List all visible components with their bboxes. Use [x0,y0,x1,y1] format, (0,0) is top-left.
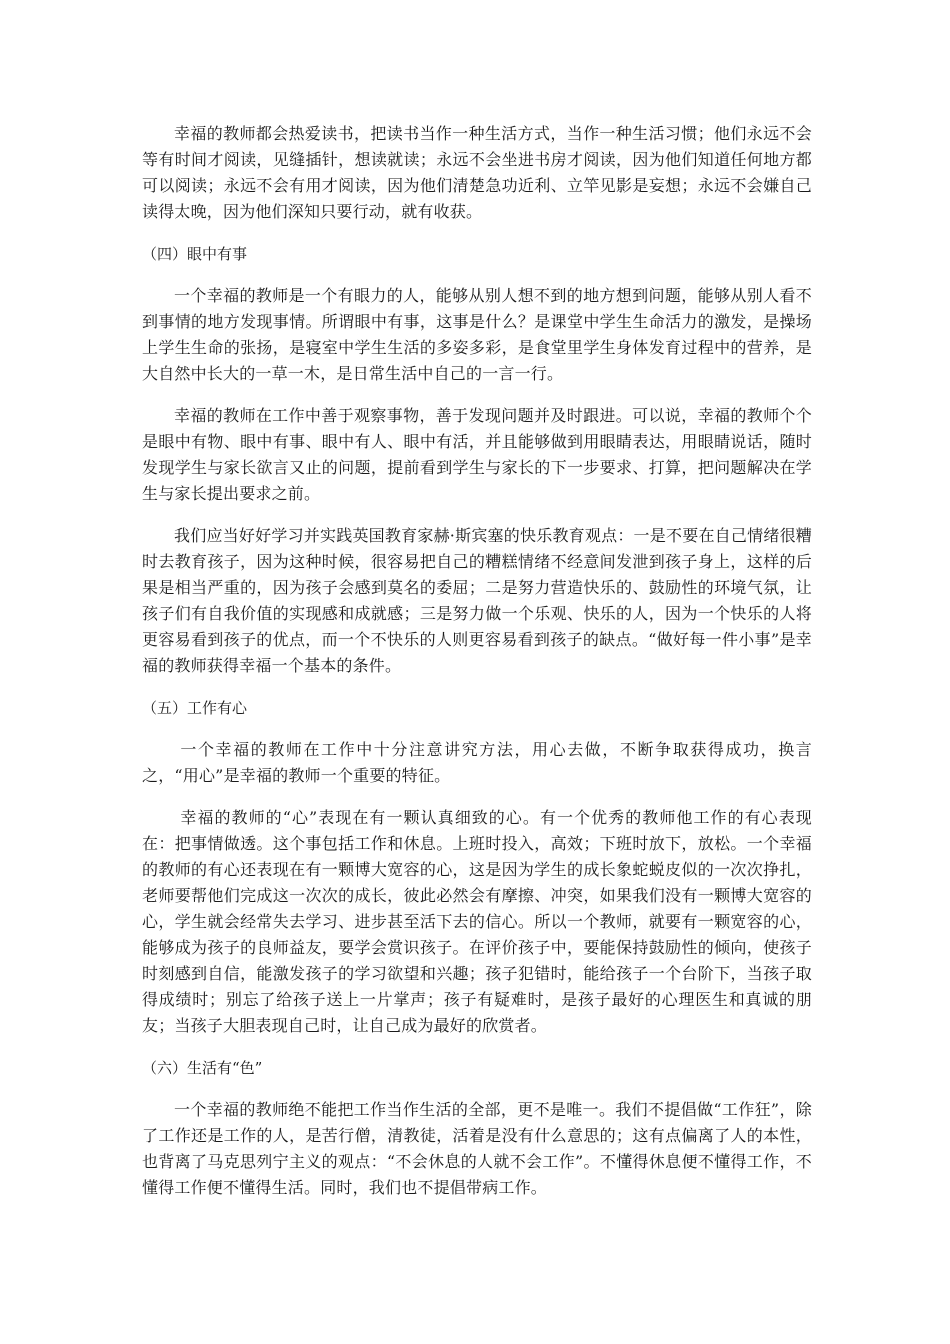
paragraph-observation: 幸福的教师在工作中善于观察事物，善于发现问题并及时跟进。可以说，幸福的教师个个是眼中有物、眼中有事、眼中有人、眼中有活，并且能够做到用眼睛表达，用眼睛说话，随时发现学生与家长欲言又止的问题，提前看到学生与家长的下一步要求、打算，把问题解决在学生与家长提出要求之前。 [142,406,812,503]
section-heading-6: （六）生活有“色” [142,1059,263,1077]
paragraph-caring-heart: 幸福的教师的“心”表现在有一颗认真细致的心。有一个优秀的教师他工作的有心表现在：把事情做透。这个事包括工作和休息。上班时投入，高效；下班时放下，放松。一个幸福的教师的有心还表现在有一颗博大宽容的心，这是因为学生的成长象蛇蜕皮似的一次次挣扎，老师要帮他们完成这一次次的成长，彼此必然会有摩擦、冲突，如果我们没有一颗博大宽容的心，学生就会经常失去学习、进步甚至活下去的信心。所以一个教师，就要有一颗宽容的心，能够成为孩子的良师益友，要学会赏识孩子。在评价孩子中，要能保持鼓励性的倾向，使孩子时刻感到自信，能激发孩子的学习欲望和兴趣；孩子犯错时，能给孩子一个台阶下，当孩子取得成绩时；别忘了给孩子送上一片掌声；孩子有疑难时，是孩子最好的心理医生和真诚的朋友；当孩子大胆表现自己时，让自己成为最好的欣赏者。 [142,808,812,1035]
document-page [142,121,812,1217]
paragraph-reading-habit: 幸福的教师都会热爱读书，把读书当作一种生活方式，当作一种生活习惯；他们永远不会等有时间才阅读，见缝插针，想读就读；永远不会坐进书房才阅读，因为他们知道任何地方都可以阅读；永远不会有用才阅读，因为他们清楚急功近利、立竿见影是妄想；永远不会嫌自己读得太晚，因为他们深知只要行动，就有收获。 [142,124,812,221]
section-heading-5: （五）工作有心 [142,699,248,717]
paragraph-spencer-happy-education: 我们应当好好学习并实践英国教育家赫·斯宾塞的快乐教育观点：一是不要在自己情绪很糟时去教育孩子，因为这种时候，很容易把自己的糟糕情绪不经意间发泄到孩子身上，这样的后果是相当严重的，因为孩子会感到莫名的委屈；二是努力营造快乐的、鼓励性的环境气氛，让孩子们有自我价值的实现感和成就感；三是努力做一个乐观、快乐的人，因为一个快乐的人将更容易看到孩子的优点，而一个不快乐的人则更容易看到孩子的缺点。“做好每一件小事”是幸福的教师获得幸福一个基本的条件。 [142,526,812,675]
paragraph-colorful-life: 一个幸福的教师绝不能把工作当作生活的全部，更不是唯一。我们不提倡做“工作狂”，除了工作还是工作的人，是苦行僧，清教徒，活着是没有什么意思的；这有点偏离了人的本性，也背离了马克思列宁主义的观点：“不会休息的人就不会工作”。不懂得休息便不懂得工作，不懂得工作便不懂得生活。同时，我们也不提倡带病工作。 [142,1100,812,1197]
section-heading-4: （四）眼中有事 [142,245,248,263]
paragraph-eye-for-things: 一个幸福的教师是一个有眼力的人，能够从别人想不到的地方想到问题，能够从别人看不到事情的地方发现事情。所谓眼中有事，这事是什么？是课堂中学生生命活力的激发，是操场上学生生命的张扬，是寝室中学生生活的多姿多彩，是食堂里学生身体发育过程中的营养，是大自然中长大的一草一木，是日常生活中自己的一言一行。 [142,286,812,383]
paragraph-attentive-work: 一个幸福的教师在工作中十分注意讲究方法，用心去做，不断争取获得成功，换言之，“用心”是幸福的教师一个重要的特征。 [142,740,812,785]
